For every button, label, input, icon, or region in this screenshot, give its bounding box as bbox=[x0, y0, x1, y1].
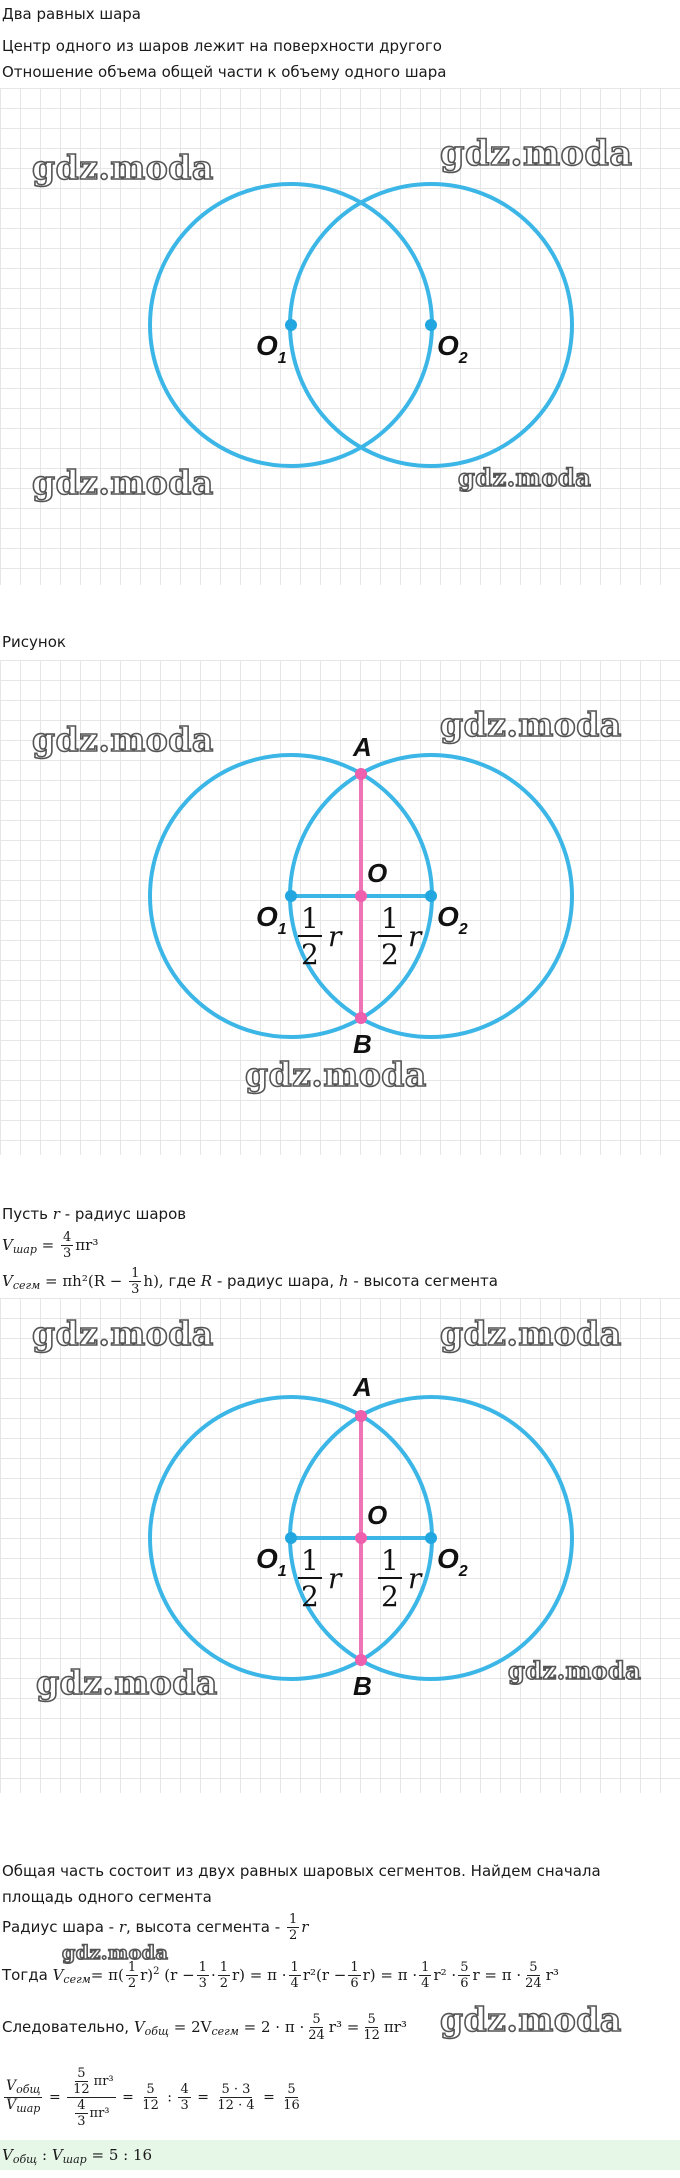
label-o2: $O_2$ bbox=[437, 1543, 468, 1580]
svg-text:r: r bbox=[328, 1562, 342, 1595]
watermark: gdz.moda bbox=[440, 133, 633, 174]
svg-text:2: 2 bbox=[381, 938, 399, 971]
label-o1: $O_1$ bbox=[256, 1543, 287, 1580]
svg-text:2: 2 bbox=[301, 1580, 319, 1613]
segments-explanation: Общая часть состоит из двух равных шаровых сегментов. Найдем сначала площадь одного сегмента bbox=[2, 1862, 601, 1906]
svg-text:r: r bbox=[328, 920, 342, 953]
segment-volume-formula: $V_{сегм} = \pi h^2(R$ − $\frac{1}{3}$ h), где R - радиус шара, h - высота сегмента bbox=[2, 1266, 498, 1297]
svg-text:1: 1 bbox=[301, 1544, 319, 1577]
watermark: gdz.moda bbox=[508, 1656, 642, 1685]
label-o: O bbox=[367, 1500, 388, 1530]
label-o2: $O_2$ bbox=[437, 330, 468, 367]
half-r-left bbox=[298, 902, 343, 971]
watermark: gdz.moda bbox=[440, 2000, 622, 2039]
label-b: B bbox=[353, 1671, 372, 1701]
watermark: gdz.moda bbox=[245, 1055, 427, 1094]
watermark: gdz.moda bbox=[440, 1314, 622, 1353]
point-o bbox=[355, 890, 367, 902]
figure-caption: Рисунок bbox=[2, 633, 66, 651]
svg-text:r: r bbox=[408, 920, 422, 953]
half-r-left bbox=[298, 1544, 343, 1613]
label-o: O bbox=[367, 858, 388, 888]
point-a bbox=[355, 1410, 367, 1422]
figure-drawing bbox=[0, 660, 680, 1155]
figure-drawing bbox=[0, 88, 680, 585]
watermark: gdz.moda bbox=[62, 1942, 169, 1964]
page-title: Два равных шара bbox=[2, 5, 141, 23]
radius-height-line: Радиус шара - r, высота сегмента - $\frac{1}{2}$ r bbox=[2, 1912, 309, 1943]
point-o1 bbox=[285, 890, 297, 902]
point-o2 bbox=[425, 890, 437, 902]
svg-text:r: r bbox=[408, 1562, 422, 1595]
watermark: gdz.moda bbox=[32, 720, 214, 759]
let-line: Пусть r - радиус шаров bbox=[2, 1205, 187, 1223]
svg-text:1: 1 bbox=[381, 1544, 399, 1577]
label-o1: $O_1$ bbox=[256, 330, 287, 367]
point-o1 bbox=[285, 319, 297, 331]
point-b bbox=[355, 1654, 367, 1666]
watermark: gdz.moda bbox=[32, 1314, 214, 1353]
common-volume-calculation: Следовательно, $V_{общ} = 2V_{сегм} = 2 \cdot \pi$ · $\frac{5}{24}$ r³ = $\frac{5}{12}$ πr³ bbox=[2, 2012, 407, 2043]
point-o bbox=[355, 1532, 367, 1544]
ball-volume-formula: $V_{шар}$ = $\frac{4}{3}$ πr³ bbox=[2, 1230, 99, 1261]
problem-condition: Центр одного из шаров лежит на поверхности другого bbox=[2, 37, 442, 55]
segment-volume-calculation: Тогда $V_{сегм}= \pi$( $\frac{1}{2}$ r)$^2$ (r − $\frac{1}{3}$ · $\frac{1}{2}$ r) = π · $\frac{1}{4}$ r²(r − $\frac{1}{6}$ r) = π · $\frac{1}{4}$ r² · $\frac{5}{6}$ r = π · $\frac{5}{24}$ r³ bbox=[2, 1960, 559, 1991]
watermark: gdz.moda bbox=[440, 705, 622, 744]
point-o2 bbox=[425, 319, 437, 331]
point-a bbox=[355, 768, 367, 780]
label-o2: $O_2$ bbox=[437, 901, 468, 938]
svg-text:2: 2 bbox=[301, 938, 319, 971]
svg-text:2: 2 bbox=[381, 1580, 399, 1613]
point-o2 bbox=[425, 1532, 437, 1544]
label-o1: $O_1$ bbox=[256, 901, 287, 938]
figure-with-chord-repeat bbox=[0, 1298, 680, 1793]
label-b: B bbox=[353, 1029, 372, 1059]
svg-text:1: 1 bbox=[381, 902, 399, 935]
figure-with-chord bbox=[0, 660, 680, 1155]
label-a: A bbox=[353, 732, 372, 762]
figure-drawing bbox=[0, 1298, 680, 1793]
point-b bbox=[355, 1012, 367, 1024]
label-a: A bbox=[353, 1372, 372, 1402]
watermark: gdz.moda bbox=[458, 463, 592, 492]
answer-line: $V_{общ}$ : $V_{шар} = 5$ : 16 bbox=[2, 2146, 153, 2166]
watermark: gdz.moda bbox=[36, 1663, 218, 1702]
watermark: gdz.moda bbox=[32, 463, 214, 502]
problem-question: Отношение объема общей части к объему одного шара bbox=[2, 63, 447, 81]
point-o1 bbox=[285, 1532, 297, 1544]
watermark: gdz.moda bbox=[32, 148, 214, 187]
ratio-calculation: $\frac{V_{общ}}{V_{шар}}$ = $\frac{5}{12}$ πr³ $\frac{4}{3}$ πr³ = $\frac{5}{12}$ : $\frac{4}{3}$ = $\frac{5 \cdot 3}{12 \cdot 4}$ = $\frac{5}{16}$ bbox=[6, 2066, 300, 2129]
figure-two-circles bbox=[0, 88, 680, 585]
svg-text:1: 1 bbox=[301, 902, 319, 935]
